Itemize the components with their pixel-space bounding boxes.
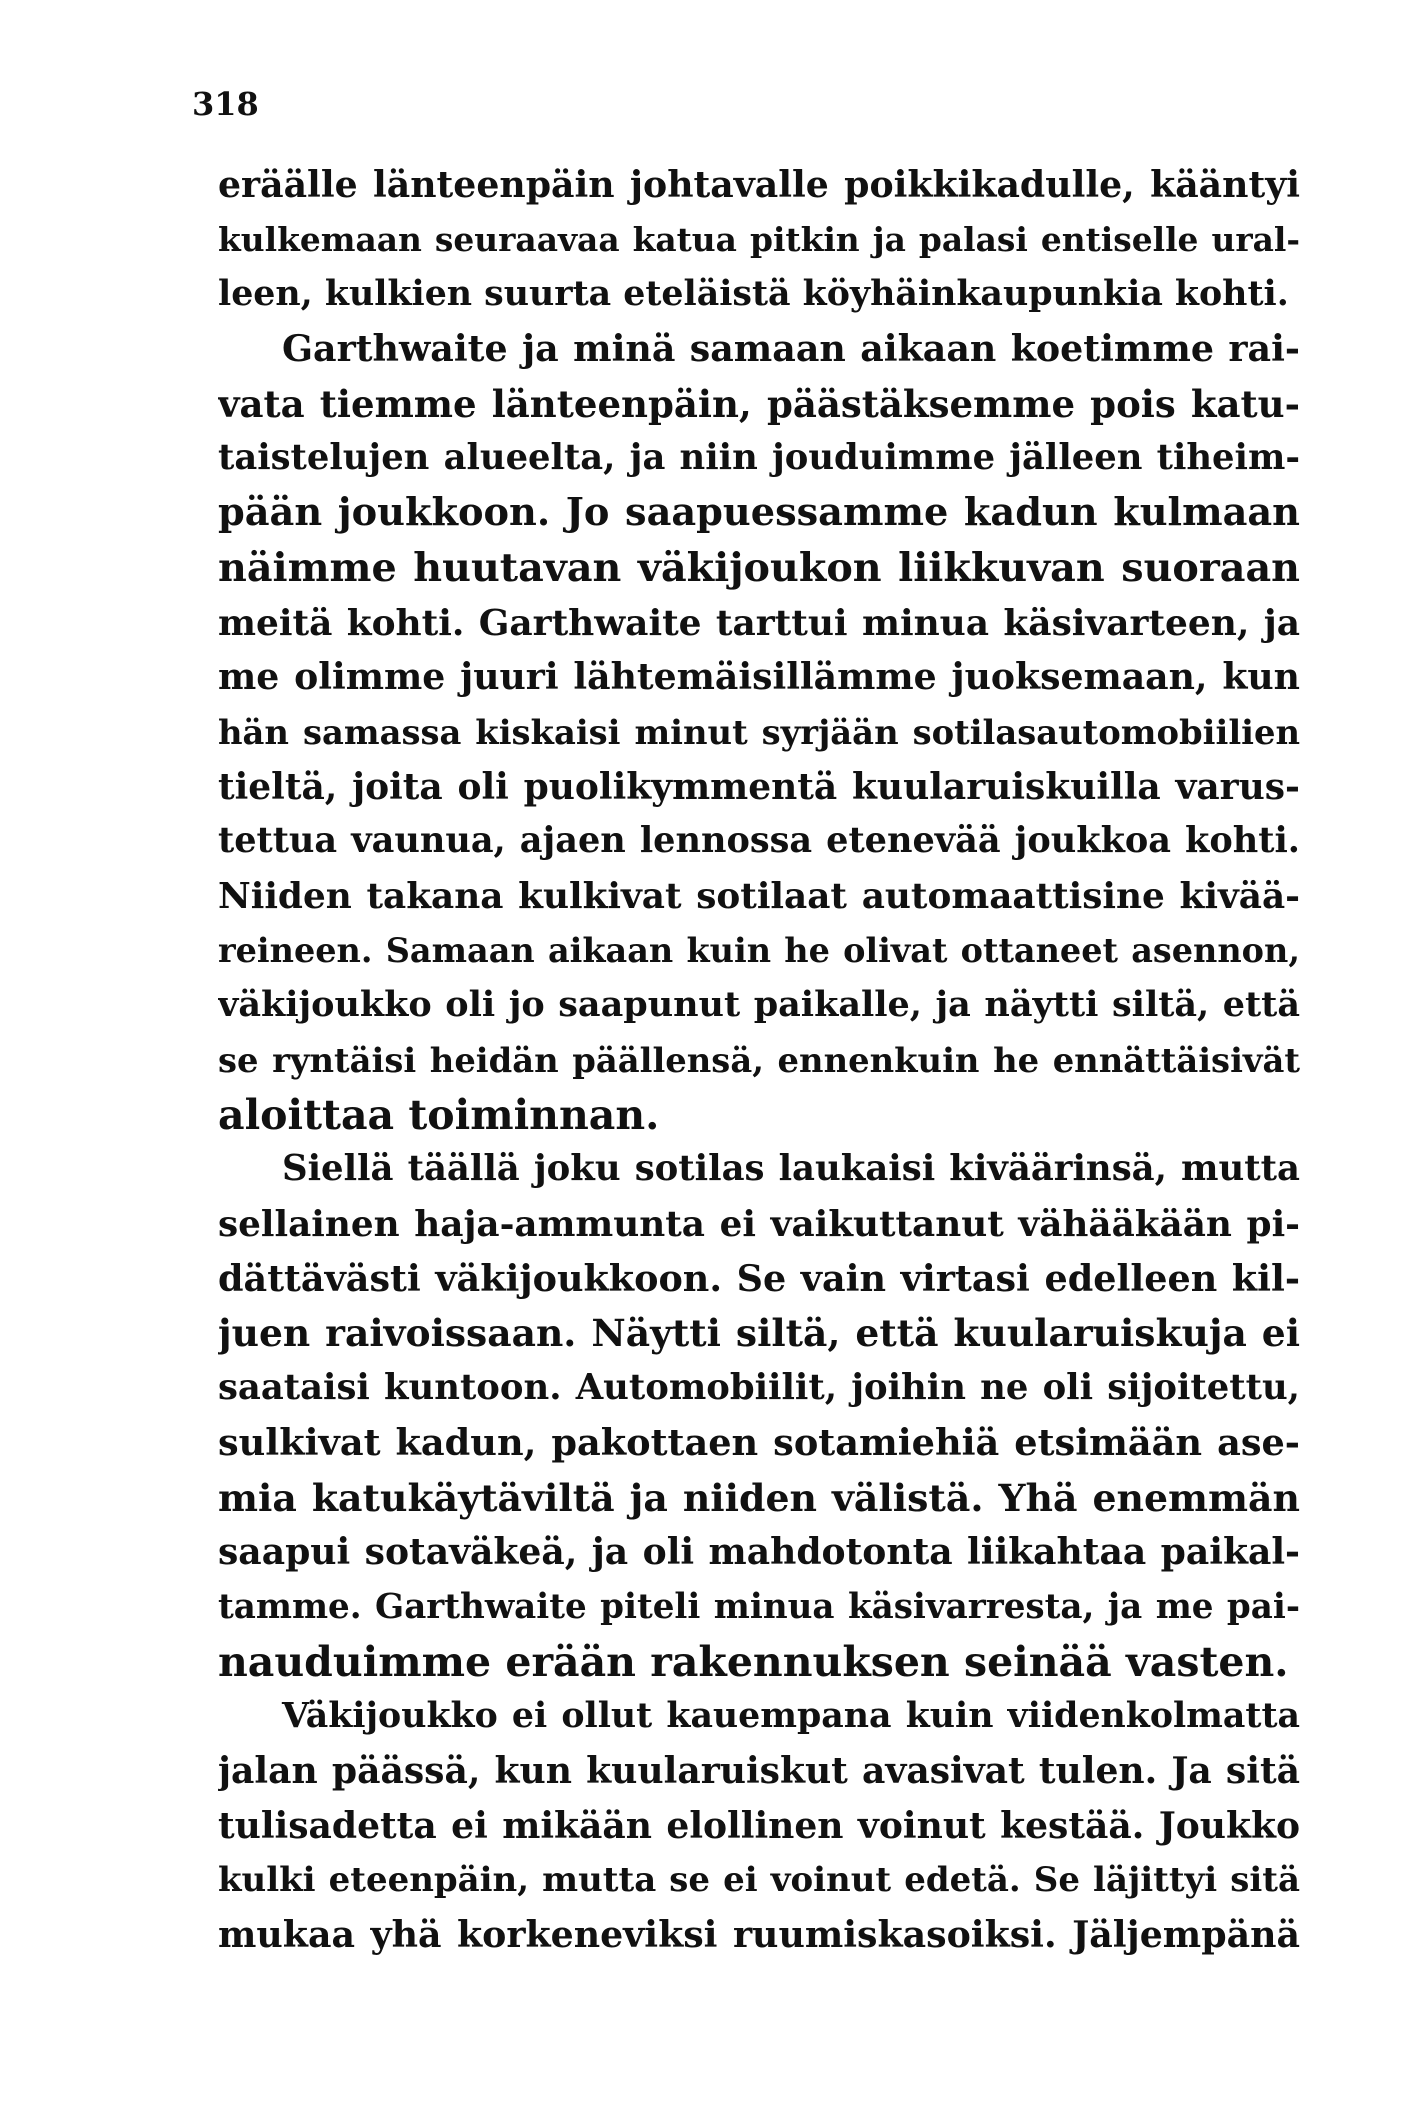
- text-line: Niiden takana kulkivat sotilaat automaattisine kivää-: [218, 874, 1300, 917]
- text-line: vata tiemme länteenpäin, päästäksemme pois katu-: [218, 381, 1300, 426]
- text-line: leen, kulkien suurta eteläistä köyhäinkaupunkia kohti.: [218, 273, 1289, 315]
- text-line: tieltä, joita oli puolikymmentä kuularuiskuilla varus-: [218, 765, 1300, 808]
- text-line: meitä kohti. Garthwaite tarttui minua käsivarteen, ja: [218, 601, 1300, 644]
- text-line: jalan päässä, kun kuularuiskut avasivat tulen. Ja sitä: [218, 1748, 1300, 1792]
- text-line: mukaa yhä korkeneviksi ruumiskasoiksi. Jäljempänä: [218, 1913, 1300, 1956]
- text-line: sellainen haja-ammunta ei vaikuttanut vähääkään pi-: [218, 1203, 1300, 1246]
- text-line: juen raivoissaan. Näytti siltä, että kuularuiskuja ei: [218, 1311, 1300, 1356]
- text-line: dättävästi väkijoukkoon. Se vain virtasi edelleen kil-: [218, 1256, 1300, 1300]
- text-line: hän samassa kiskaisi minut syrjään sotilasautomobiilien: [218, 711, 1300, 752]
- text-line: mia katukäytäviltä ja niiden välistä. Yhä enemmän: [218, 1475, 1300, 1520]
- text-line: saapui sotaväkeä, ja oli mahdotonta liikahtaa paikal-: [218, 1530, 1300, 1574]
- text-line: me olimme juuri lähtemäisillämme juoksemaan, kun: [218, 655, 1300, 699]
- text-line: sulkivat kadun, pakottaen sotamiehiä etsimään ase-: [218, 1420, 1300, 1464]
- text-line: taistelujen alueelta, ja niin jouduimme jälleen tiheim-: [218, 437, 1300, 479]
- text-line: Väkijoukko ei ollut kauempana kuin viidenkolmatta: [282, 1695, 1300, 1737]
- body-text: [218, 158, 1300, 1963]
- text-line: väkijoukko oli jo saapunut paikalle, ja näytti siltä, että: [218, 984, 1300, 1026]
- text-line: tettua vaunua, ajaen lennossa etenevää joukkoa kohti.: [218, 820, 1300, 862]
- text-line: se ryntäisi heidän päällensä, ennenkuin he ennättäisivät: [218, 1040, 1300, 1080]
- text-line: eräälle länteenpäin johtavalle poikkikadulle, kääntyi: [218, 163, 1300, 206]
- text-line: tulisadetta ei mikään elollinen voinut kestää. Joukko: [218, 1803, 1300, 1847]
- text-line: aloittaa toiminnan.: [218, 1090, 660, 1139]
- text-line: tamme. Garthwaite piteli minua käsivarresta, ja me pai-: [218, 1586, 1300, 1627]
- text-line: reineen. Samaan aikaan kuin he olivat ottaneet asennon,: [218, 930, 1300, 970]
- page-number: 318: [192, 85, 259, 123]
- text-line: Siellä täällä joku sotilas laukaisi kiväärinsä, mutta: [282, 1148, 1300, 1190]
- text-line: Garthwaite ja minä samaan aikaan koetimme rai-: [282, 327, 1300, 371]
- text-line: pään joukkoon. Jo saapuessamme kadun kulmaan: [218, 490, 1300, 536]
- text-line: näimme huutavan väkijoukon liikkuvan suoraan: [218, 544, 1300, 591]
- text-line: nauduimme erään rakennuksen seinää vasten.: [218, 1637, 1289, 1686]
- text-line: kulki eteenpäin, mutta se ei voinut edetä. Se läjittyi sitä: [218, 1860, 1300, 1901]
- text-line: saataisi kuntoon. Automobiilit, joihin ne oli sijoitettu,: [218, 1367, 1300, 1409]
- text-line: kulkemaan seuraavaa katua pitkin ja palasi entiselle ural-: [218, 219, 1300, 259]
